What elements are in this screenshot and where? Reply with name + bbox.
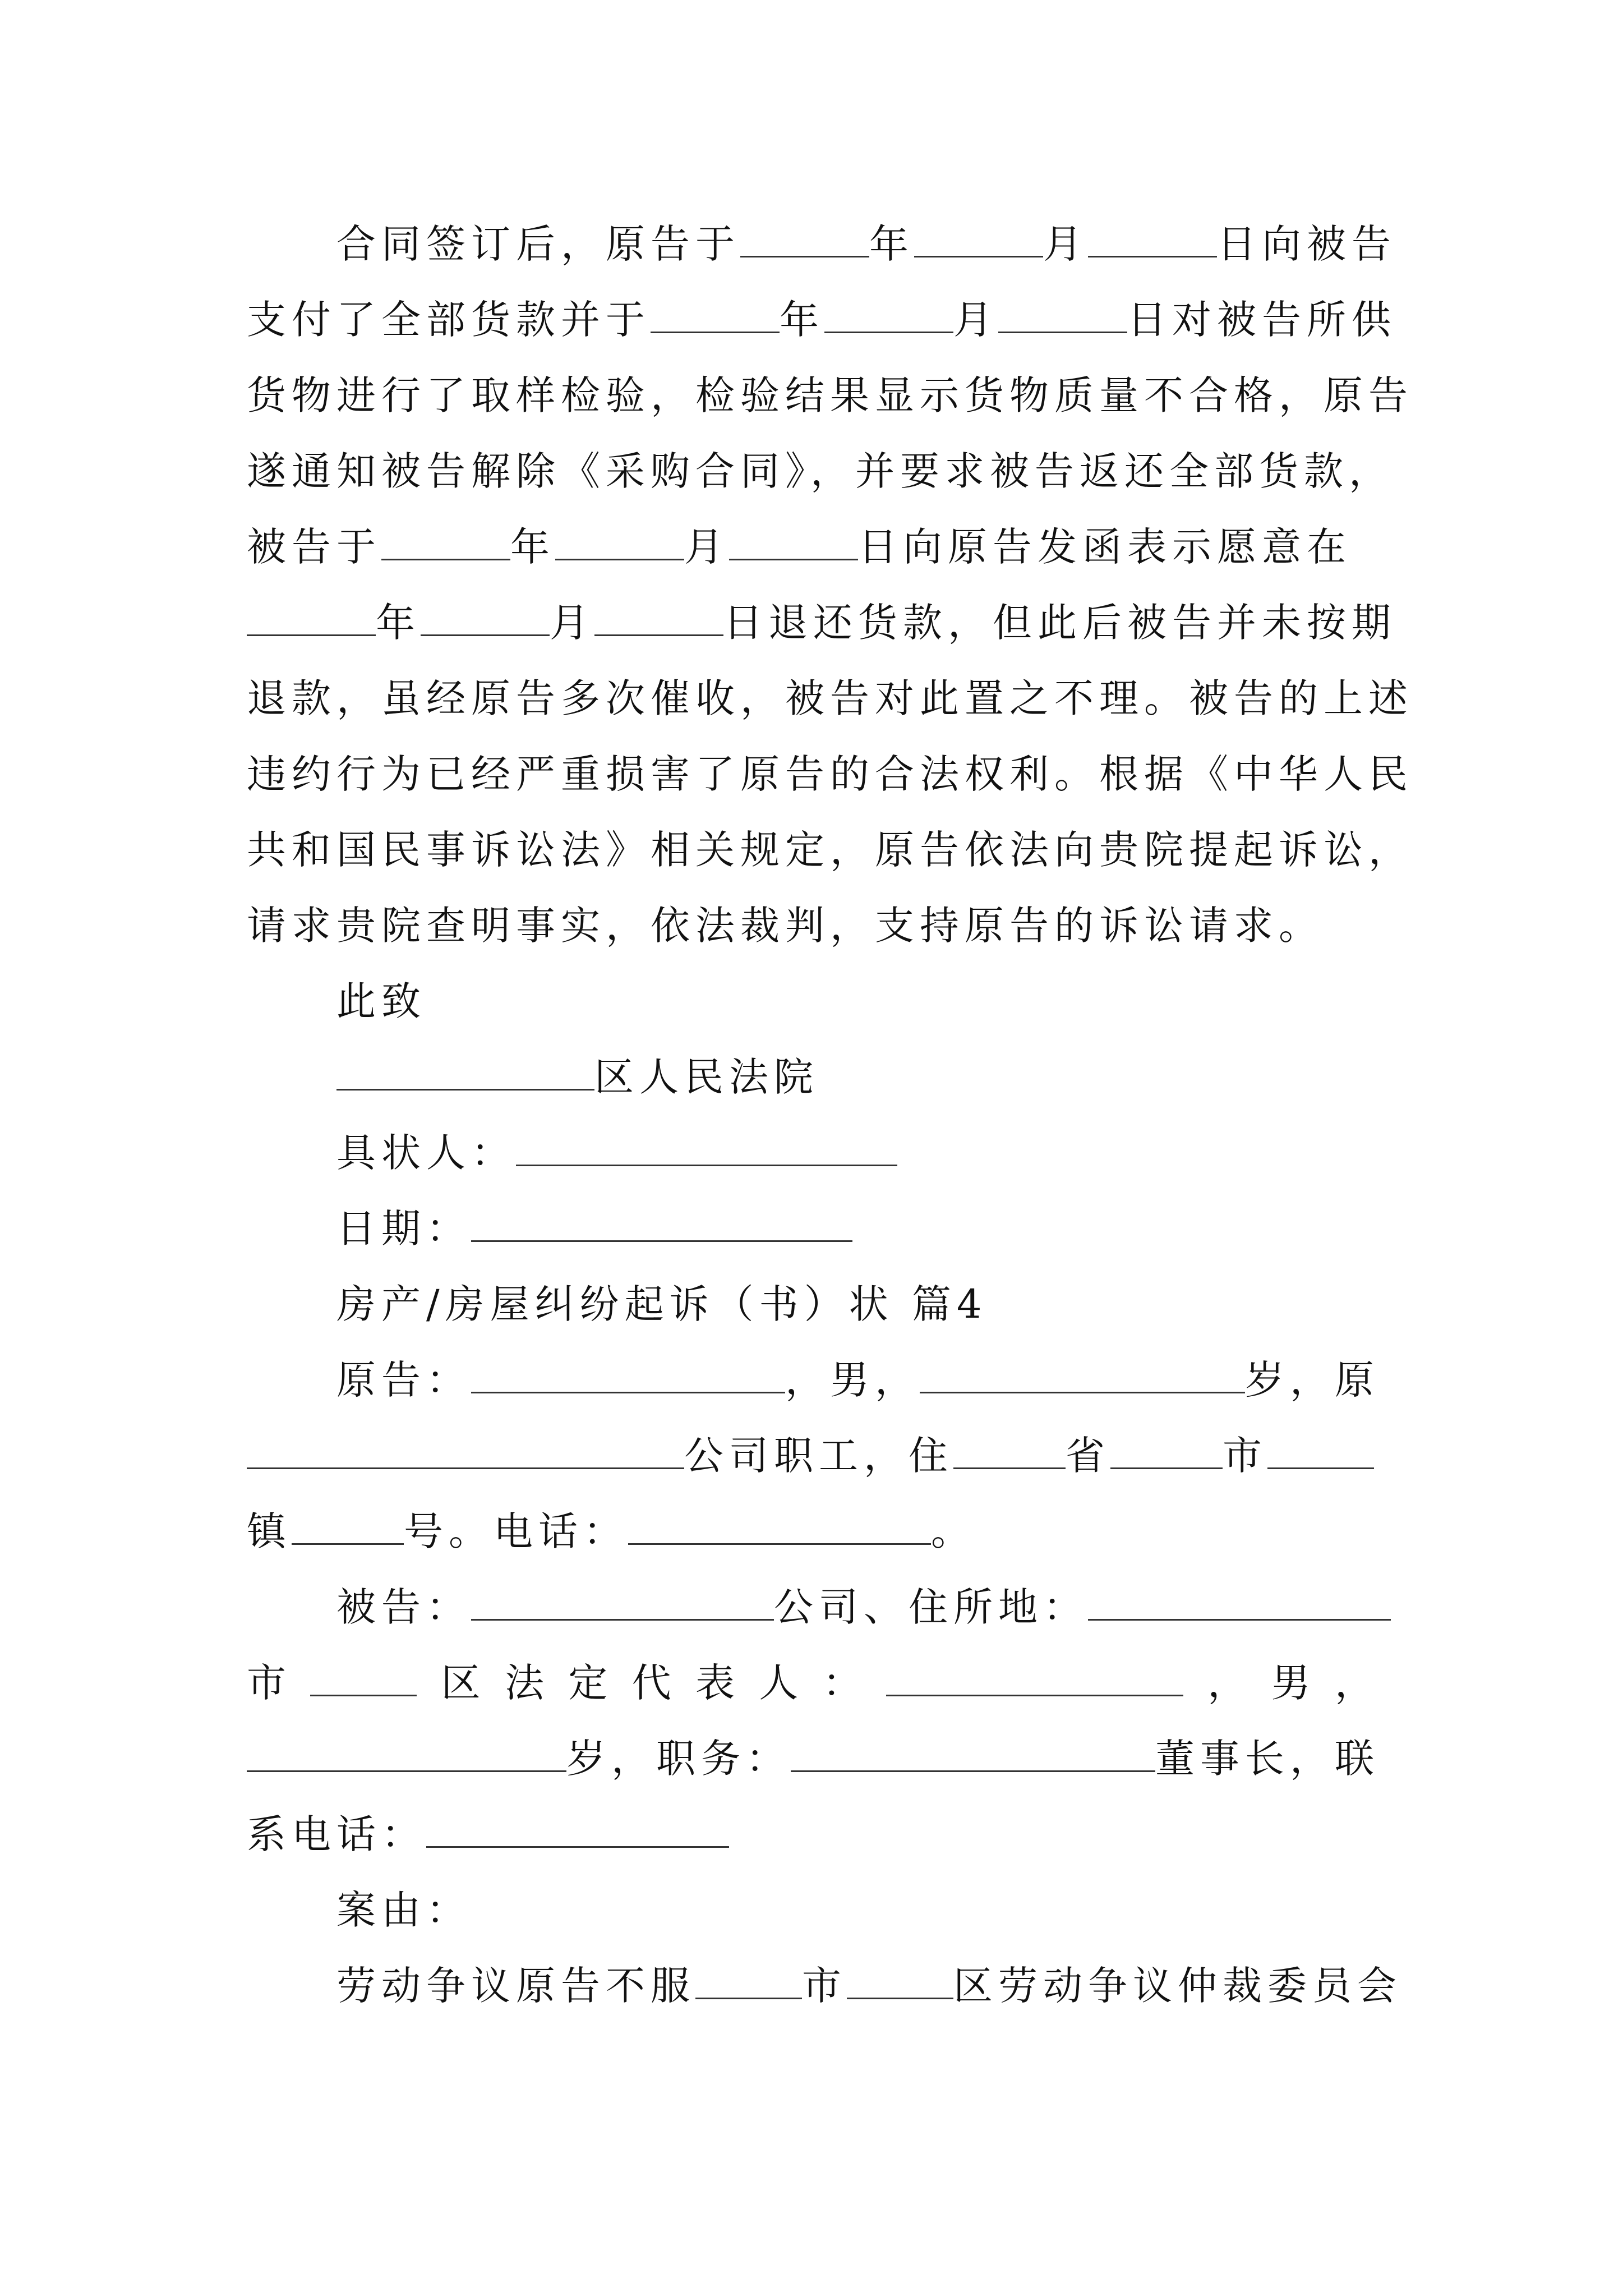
cause-label: 案由： — [336, 1887, 471, 1933]
blank-line — [824, 297, 953, 333]
blank-line — [426, 1811, 729, 1848]
blank-line — [310, 1660, 417, 1696]
blank-line — [998, 297, 1127, 333]
defendant-line: 市 区 法 定 代 表 人 ： ， 男 ， — [247, 1660, 1374, 1706]
text-line: 货物进行了取样检验，检验结果显示货物质量不合格，原告 — [247, 372, 1413, 418]
defendant-line: 岁，职务： 董事长，联 — [247, 1719, 1374, 1798]
text-line: 退款，虽经原告多次催收，被告对此置之不理。被告的上述 — [247, 675, 1413, 721]
blank-line — [555, 524, 684, 560]
court-line: 区人民法院 — [336, 1038, 1374, 1116]
blank-line — [247, 1433, 684, 1469]
text-line: 请求贵院查明事实，依法裁判，支持原告的诉讼请求。 — [247, 903, 1324, 949]
blank-line — [471, 1357, 785, 1393]
blank-line — [336, 1054, 594, 1091]
blank-line — [471, 1205, 852, 1242]
blank-line — [1267, 1433, 1374, 1469]
blank-line — [1088, 221, 1217, 257]
blank-line — [247, 1736, 566, 1772]
signature-line: 具状人： — [336, 1114, 1374, 1192]
blank-line — [247, 600, 376, 636]
blank-line — [953, 1433, 1066, 1469]
text-line: 年 月 日退还货款，但此后被告并未按期 — [247, 583, 1374, 662]
blank-line — [791, 1736, 1155, 1772]
blank-line — [729, 524, 858, 560]
plaintiff-line: 公司职工，住 省 市 — [247, 1416, 1374, 1495]
blank-line — [651, 297, 780, 333]
blank-line — [381, 524, 510, 560]
blank-line — [628, 1508, 931, 1545]
blank-line — [594, 600, 723, 636]
text-line: 合同签订后，原告于 年 月 日向被告 — [336, 221, 1396, 267]
plaintiff-line: 原告： ，男， 岁，原 — [336, 1357, 1380, 1403]
blank-line — [1110, 1433, 1223, 1469]
text-line: 共和国民事诉讼法》相关规定，原告依法向贵院提起诉讼， — [247, 827, 1413, 873]
blank-line — [920, 1357, 1245, 1393]
text-line: 支付了全部货款并于 年 月 日对被告所供 — [247, 297, 1396, 343]
blank-line — [292, 1508, 404, 1545]
blank-line — [695, 1963, 802, 1999]
text-line: 遂通知被告解除《采购合同》，并要求被告返还全部货款， — [247, 448, 1394, 494]
blank-line — [1088, 1584, 1391, 1621]
defendant-line: 被告： 公司、住所地： — [336, 1568, 1374, 1646]
section-title: 房产/房屋纠纷起诉（书）状 篇4 — [336, 1281, 988, 1327]
date-line: 日期： — [336, 1189, 1374, 1268]
cause-line: 劳动争议原告不服 市 区劳动争议仲裁委员会 — [336, 1963, 1402, 2009]
text-line: 被告于 年 月 日向原告发函表示愿意在 — [247, 524, 1352, 570]
blank-line — [914, 221, 1043, 257]
blank-line — [471, 1584, 774, 1621]
plaintiff-line: 镇 号。电话： 。 — [247, 1508, 976, 1554]
blank-line — [516, 1130, 897, 1166]
blank-line — [847, 1963, 953, 1999]
blank-line — [421, 600, 550, 636]
text-line: 违约行为已经严重损害了原告的合法权利。根据《中华人民 — [247, 751, 1413, 797]
blank-line — [886, 1660, 1183, 1696]
blank-line — [740, 221, 869, 257]
salutation: 此致 — [336, 978, 426, 1024]
defendant-line: 系电话： — [247, 1795, 1374, 1874]
